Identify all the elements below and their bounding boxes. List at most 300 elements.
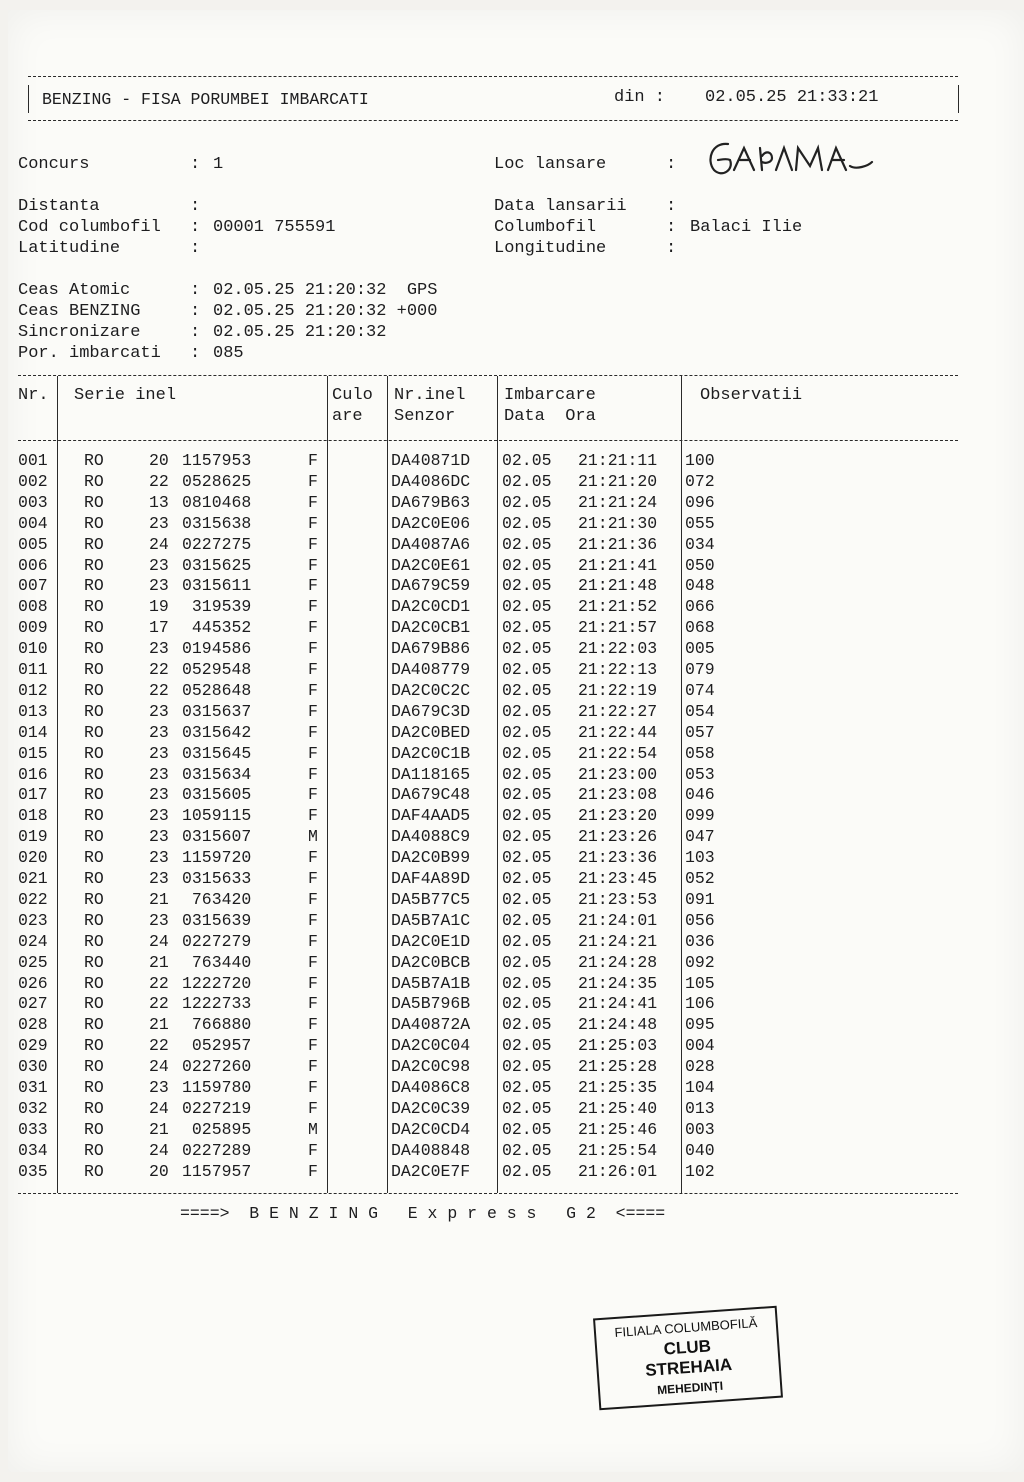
row-nr: 010 (18, 639, 48, 659)
row-ring: 0528648 (182, 680, 252, 700)
row-date: 02.05 (502, 492, 552, 512)
data-lansarii-colon: : (666, 197, 677, 216)
row-observatii: 040 (685, 1140, 715, 1160)
row-sensor: DA4088C9 (391, 827, 471, 847)
table-row (18, 1057, 958, 1078)
row-ring: 052957 (182, 1036, 252, 1056)
row-year: 21 (149, 1015, 169, 1035)
row-sensor: DA408779 (391, 660, 471, 679)
row-date: 02.05 (502, 785, 552, 805)
row-date: 02.05 (502, 555, 552, 575)
table-bottom-rule (18, 1193, 958, 1194)
row-sensor: DA2C0B99 (391, 848, 471, 868)
row-time: 21:25:35 (578, 1078, 658, 1097)
row-country: RO (84, 931, 104, 951)
row-time: 21:24:48 (578, 1015, 658, 1035)
row-date: 02.05 (502, 451, 552, 470)
row-nr: 006 (18, 555, 48, 575)
row-date: 02.05 (502, 1098, 552, 1118)
table-row (18, 890, 958, 911)
row-sex: F (308, 806, 318, 826)
table-row (18, 848, 958, 869)
columbofil-colon: : (666, 218, 677, 237)
table-row (18, 597, 958, 618)
row-year: 22 (149, 660, 169, 679)
col-header-observatii: Observatii (700, 386, 803, 405)
columbofil-value: Balaci Ilie (690, 218, 803, 237)
row-nr: 013 (18, 701, 48, 721)
row-date: 02.05 (502, 701, 552, 721)
row-sensor: DA2C0C2C (391, 680, 471, 700)
row-country: RO (84, 513, 104, 533)
row-sex: F (308, 869, 318, 888)
row-sensor: DA5B7A1C (391, 910, 471, 930)
row-nr: 016 (18, 764, 48, 784)
row-date: 02.05 (502, 597, 552, 617)
longitudine-colon: : (666, 239, 677, 258)
row-sensor: DA5B77C5 (391, 889, 471, 909)
row-ring: 1222720 (182, 973, 252, 993)
row-sex: F (308, 722, 318, 742)
row-nr: 030 (18, 1057, 48, 1077)
row-time: 21:23:20 (578, 806, 658, 826)
row-date: 02.05 (502, 889, 552, 909)
row-ring: 0227219 (182, 1098, 252, 1118)
row-ring: 763420 (182, 889, 252, 909)
row-year: 23 (149, 806, 169, 826)
por-colon: : (190, 344, 201, 363)
stamp-line-2: CLUB (663, 1336, 712, 1359)
row-country: RO (84, 555, 104, 575)
row-date: 02.05 (502, 869, 552, 888)
row-observatii: 102 (685, 1161, 715, 1181)
table-row (18, 681, 958, 702)
row-sensor: DAF4AAD5 (391, 806, 471, 826)
row-time: 21:23:36 (578, 848, 658, 868)
row-date: 02.05 (502, 471, 552, 491)
row-sex: F (308, 743, 318, 763)
row-sex: F (308, 1015, 318, 1035)
row-sex: F (308, 471, 318, 491)
loc-lansare-colon: : (666, 155, 677, 174)
row-nr: 021 (18, 869, 48, 888)
row-nr: 035 (18, 1161, 48, 1181)
table-row (18, 953, 958, 974)
row-sensor: DA2C0E06 (391, 513, 471, 533)
row-ring: 0315637 (182, 701, 252, 721)
row-time: 21:21:24 (578, 492, 658, 512)
row-ring: 0315634 (182, 764, 252, 784)
row-nr: 014 (18, 722, 48, 742)
col-header-imbarcare-1: Imbarcare (504, 386, 596, 405)
row-sex: F (308, 701, 318, 721)
row-sex: F (308, 1098, 318, 1118)
row-date: 02.05 (502, 1078, 552, 1097)
row-country: RO (84, 1036, 104, 1056)
table-header-rule (18, 440, 958, 441)
row-year: 23 (149, 848, 169, 868)
header-top-border (28, 76, 958, 77)
row-nr: 015 (18, 743, 48, 763)
row-sensor: DA4086DC (391, 471, 471, 491)
row-nr: 025 (18, 952, 48, 972)
row-observatii: 055 (685, 513, 715, 533)
table-row (18, 451, 958, 472)
row-time: 21:25:46 (578, 1119, 658, 1139)
table-row (18, 702, 958, 723)
row-observatii: 047 (685, 827, 715, 847)
row-year: 24 (149, 1140, 169, 1160)
row-time: 21:24:35 (578, 973, 658, 993)
row-time: 21:24:41 (578, 994, 658, 1014)
row-country: RO (84, 680, 104, 700)
col-header-serie-inel: Serie inel (74, 386, 177, 405)
row-date: 02.05 (502, 764, 552, 784)
row-sex: F (308, 1036, 318, 1056)
row-nr: 034 (18, 1140, 48, 1160)
row-sensor: DA2C0C98 (391, 1057, 471, 1077)
por-imbarcati-value: 085 (213, 344, 244, 363)
row-date: 02.05 (502, 680, 552, 700)
row-country: RO (84, 910, 104, 930)
row-date: 02.05 (502, 952, 552, 972)
row-sensor: DA2C0C1B (391, 743, 471, 763)
row-sex: F (308, 931, 318, 951)
row-country: RO (84, 471, 104, 491)
row-sensor: DA4086C8 (391, 1078, 471, 1097)
row-ring: 1159720 (182, 848, 252, 868)
table-row (18, 556, 958, 577)
row-observatii: 068 (685, 618, 715, 638)
row-year: 13 (149, 492, 169, 512)
col-header-culoare-2: are (332, 407, 363, 426)
col-header-nrinel-2: Senzor (394, 407, 456, 426)
row-time: 21:22:27 (578, 701, 658, 721)
row-country: RO (84, 848, 104, 868)
por-imbarcati-label: Por. imbarcati (18, 344, 161, 363)
row-year: 23 (149, 639, 169, 659)
row-observatii: 095 (685, 1015, 715, 1035)
row-nr: 024 (18, 931, 48, 951)
row-time: 21:24:21 (578, 931, 658, 951)
concurs-label: Concurs (18, 155, 90, 174)
row-year: 23 (149, 910, 169, 930)
row-year: 23 (149, 869, 169, 888)
row-sensor: DA2C0CD1 (391, 597, 471, 617)
header-right-border (958, 85, 959, 113)
row-sensor: DA2C0C39 (391, 1098, 471, 1118)
row-nr: 012 (18, 680, 48, 700)
row-observatii: 028 (685, 1057, 715, 1077)
row-nr: 018 (18, 806, 48, 826)
row-observatii: 074 (685, 680, 715, 700)
row-time: 21:25:40 (578, 1098, 658, 1118)
row-date: 02.05 (502, 534, 552, 554)
row-year: 23 (149, 722, 169, 742)
row-sex: F (308, 952, 318, 972)
cod-colon: : (190, 218, 201, 237)
date-value: 02.05.25 21:33:21 (705, 88, 879, 107)
row-sex: F (308, 618, 318, 638)
row-country: RO (84, 1140, 104, 1160)
row-ring: 0194586 (182, 639, 252, 659)
row-time: 21:23:08 (578, 785, 658, 805)
row-nr: 001 (18, 451, 48, 470)
stamp-line-3: STREHAIA (644, 1354, 733, 1380)
row-observatii: 003 (685, 1119, 715, 1139)
sincronizare-colon: : (190, 323, 201, 342)
row-year: 22 (149, 994, 169, 1014)
row-sex: F (308, 492, 318, 512)
row-ring: 0227275 (182, 534, 252, 554)
row-observatii: 100 (685, 451, 715, 470)
row-time: 21:23:53 (578, 889, 658, 909)
row-country: RO (84, 973, 104, 993)
row-sensor: DA679B86 (391, 639, 471, 659)
row-sex: F (308, 513, 318, 533)
row-nr: 023 (18, 910, 48, 930)
row-ring: 763440 (182, 952, 252, 972)
row-year: 22 (149, 973, 169, 993)
row-nr: 022 (18, 889, 48, 909)
row-year: 23 (149, 701, 169, 721)
columbofil-label: Columbofil (494, 218, 597, 237)
row-sex: F (308, 597, 318, 617)
row-observatii: 091 (685, 889, 715, 909)
row-observatii: 106 (685, 994, 715, 1014)
table-row (18, 994, 958, 1015)
row-nr: 017 (18, 785, 48, 805)
row-date: 02.05 (502, 1036, 552, 1056)
row-date: 02.05 (502, 931, 552, 951)
row-year: 24 (149, 534, 169, 554)
row-nr: 008 (18, 597, 48, 617)
row-ring: 0227279 (182, 931, 252, 951)
row-sensor: DA2C0E7F (391, 1161, 471, 1181)
ceas-atomic-label: Ceas Atomic (18, 281, 131, 300)
row-observatii: 072 (685, 471, 715, 491)
latitudine-label: Latitudine (18, 239, 121, 258)
row-year: 24 (149, 1057, 169, 1077)
concurs-colon: : (190, 155, 201, 174)
row-sex: F (308, 889, 318, 909)
table-row (18, 576, 958, 597)
row-observatii: 096 (685, 492, 715, 512)
row-time: 21:25:28 (578, 1057, 658, 1077)
row-observatii: 046 (685, 785, 715, 805)
row-year: 23 (149, 827, 169, 847)
row-sex: F (308, 451, 318, 470)
table-row (18, 1099, 958, 1120)
ceas-benzing-label: Ceas BENZING (18, 302, 141, 321)
row-time: 21:22:19 (578, 680, 658, 700)
row-year: 21 (149, 889, 169, 909)
row-observatii: 048 (685, 576, 715, 596)
row-sensor: DA40871D (391, 451, 471, 470)
row-observatii: 099 (685, 806, 715, 826)
row-sex: M (308, 827, 318, 847)
row-year: 23 (149, 555, 169, 575)
footer-banner: ====> B E N Z I N G E x p r e s s G 2 <==== (180, 1204, 666, 1223)
stamp-line-1: FILIALA COLUMBOFILĂ (613, 1315, 758, 1341)
row-nr: 029 (18, 1036, 48, 1056)
row-sensor: DA5B796B (391, 994, 471, 1014)
table-row (18, 1015, 958, 1036)
row-ring: 0315607 (182, 827, 252, 847)
row-sensor: DA679C59 (391, 576, 471, 596)
row-nr: 003 (18, 492, 48, 512)
row-country: RO (84, 660, 104, 679)
row-ring: 025895 (182, 1119, 252, 1139)
row-year: 22 (149, 1036, 169, 1056)
row-nr: 031 (18, 1078, 48, 1097)
row-sex: F (308, 1161, 318, 1181)
row-ring: 0315605 (182, 785, 252, 805)
row-country: RO (84, 618, 104, 638)
row-date: 02.05 (502, 848, 552, 868)
row-country: RO (84, 534, 104, 554)
row-sex: F (308, 1140, 318, 1160)
row-sensor: DA679C3D (391, 701, 471, 721)
row-sex: F (308, 994, 318, 1014)
row-date: 02.05 (502, 722, 552, 742)
row-sex: F (308, 910, 318, 930)
table-row (18, 932, 958, 953)
row-sensor: DA2C0E61 (391, 555, 471, 575)
row-time: 21:21:30 (578, 513, 658, 533)
row-sensor: DA4087A6 (391, 534, 471, 554)
row-nr: 020 (18, 848, 48, 868)
row-observatii: 050 (685, 555, 715, 575)
ceas-benzing-value: 02.05.25 21:20:32 +000 (213, 302, 438, 321)
row-year: 23 (149, 576, 169, 596)
row-observatii: 053 (685, 764, 715, 784)
row-ring: 0810468 (182, 492, 252, 512)
row-sensor: DA679B63 (391, 492, 471, 512)
row-year: 22 (149, 680, 169, 700)
row-nr: 011 (18, 660, 48, 679)
row-ring: 319539 (182, 597, 252, 617)
row-time: 21:21:36 (578, 534, 658, 554)
data-lansarii-label: Data lansarii (494, 197, 627, 216)
row-sensor: DA2C0C04 (391, 1036, 471, 1056)
row-sex: F (308, 785, 318, 805)
row-nr: 026 (18, 973, 48, 993)
row-date: 02.05 (502, 743, 552, 763)
row-sex: F (308, 848, 318, 868)
handwritten-location-signature (700, 130, 880, 182)
loc-lansare-label: Loc lansare (494, 155, 607, 174)
row-ring: 0529548 (182, 660, 252, 679)
row-sensor: DA118165 (391, 764, 471, 784)
table-top-rule (18, 375, 958, 376)
table-row (18, 911, 958, 932)
row-date: 02.05 (502, 973, 552, 993)
row-nr: 007 (18, 576, 48, 596)
row-observatii: 034 (685, 534, 715, 554)
row-sensor: DA40872A (391, 1015, 471, 1035)
row-observatii: 058 (685, 743, 715, 763)
row-year: 23 (149, 513, 169, 533)
row-observatii: 004 (685, 1036, 715, 1056)
row-sex: F (308, 576, 318, 596)
row-observatii: 104 (685, 1078, 715, 1097)
row-date: 02.05 (502, 618, 552, 638)
col-header-nr: Nr. (18, 386, 49, 405)
row-ring: 1222733 (182, 994, 252, 1014)
row-date: 02.05 (502, 910, 552, 930)
table-row (18, 1078, 958, 1099)
row-date: 02.05 (502, 660, 552, 679)
row-date: 02.05 (502, 1161, 552, 1181)
row-date: 02.05 (502, 576, 552, 596)
row-sensor: DAF4A89D (391, 869, 471, 888)
row-country: RO (84, 1119, 104, 1139)
row-sensor: DA408848 (391, 1140, 471, 1160)
club-stamp (593, 1306, 783, 1411)
row-year: 21 (149, 952, 169, 972)
row-nr: 028 (18, 1015, 48, 1035)
table-row (18, 974, 958, 995)
header-left-border (28, 85, 29, 113)
sincronizare-label: Sincronizare (18, 323, 141, 342)
table-row (18, 535, 958, 556)
row-country: RO (84, 1078, 104, 1097)
row-observatii: 052 (685, 869, 715, 888)
table-row (18, 785, 958, 806)
row-time: 21:21:57 (578, 618, 658, 638)
row-nr: 032 (18, 1098, 48, 1118)
row-time: 21:26:01 (578, 1161, 658, 1181)
row-time: 21:24:01 (578, 910, 658, 930)
row-ring: 1157953 (182, 451, 252, 470)
row-sensor: DA679C48 (391, 785, 471, 805)
ceas-benzing-colon: : (190, 302, 201, 321)
row-date: 02.05 (502, 827, 552, 847)
distanta-colon: : (190, 197, 201, 216)
row-ring: 0315611 (182, 576, 252, 596)
row-ring: 445352 (182, 618, 252, 638)
table-row (18, 765, 958, 786)
row-observatii: 103 (685, 848, 715, 868)
row-year: 17 (149, 618, 169, 638)
row-country: RO (84, 994, 104, 1014)
col-header-nrinel-1: Nr.inel (394, 386, 466, 405)
row-country: RO (84, 1015, 104, 1035)
table-row (18, 1036, 958, 1057)
row-date: 02.05 (502, 1119, 552, 1139)
row-nr: 033 (18, 1119, 48, 1139)
row-country: RO (84, 639, 104, 659)
row-year: 20 (149, 1161, 169, 1181)
latitudine-colon: : (190, 239, 201, 258)
table-row (18, 827, 958, 848)
row-nr: 027 (18, 994, 48, 1014)
row-sex: F (308, 555, 318, 575)
row-date: 02.05 (502, 513, 552, 533)
col-header-culoare-1: Culo (332, 386, 373, 405)
table-row (18, 660, 958, 681)
row-ring: 0315638 (182, 513, 252, 533)
row-year: 24 (149, 1098, 169, 1118)
table-row (18, 806, 958, 827)
table-row (18, 1120, 958, 1141)
table-row (18, 723, 958, 744)
row-country: RO (84, 889, 104, 909)
row-observatii: 036 (685, 931, 715, 951)
row-date: 02.05 (502, 1015, 552, 1035)
cod-columbofil-value: 00001 755591 (213, 218, 336, 237)
